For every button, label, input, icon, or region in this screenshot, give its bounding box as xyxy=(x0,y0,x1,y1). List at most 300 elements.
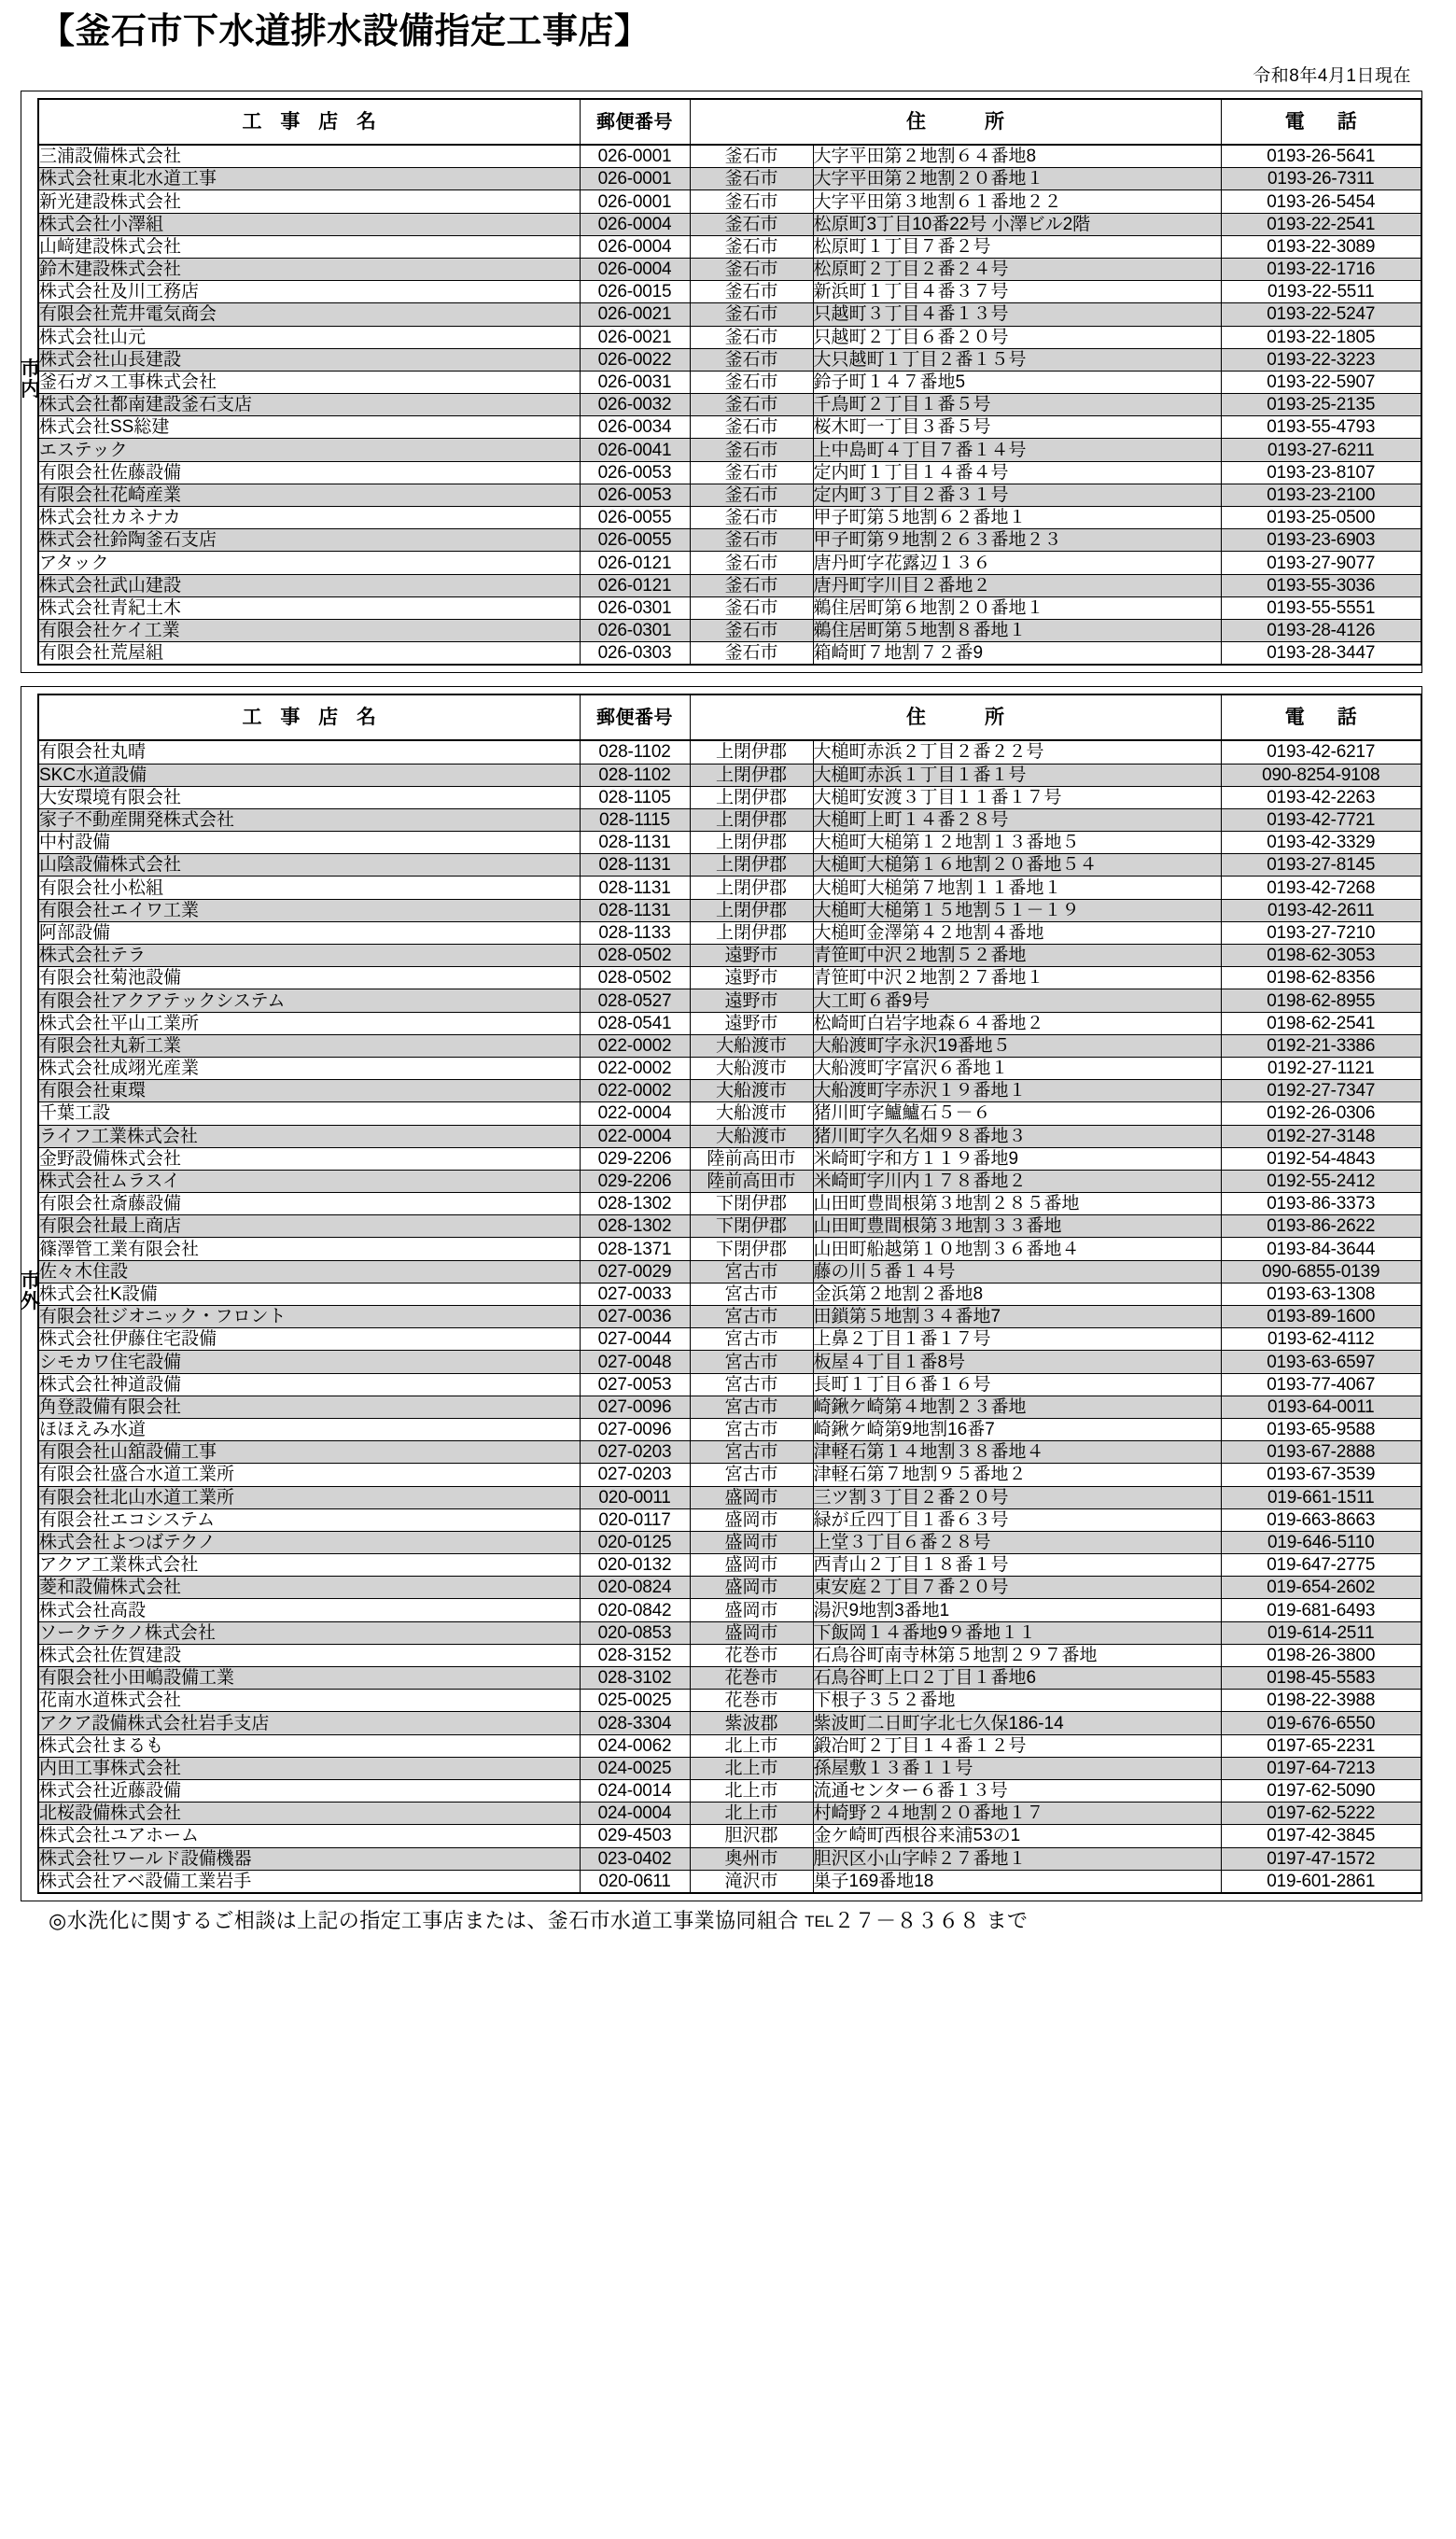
cell-tel: 0198-62-2541 xyxy=(1221,1012,1421,1034)
cell-tel: 0197-47-1572 xyxy=(1221,1847,1421,1870)
table-row xyxy=(38,1306,1421,1328)
cell-address: 湯沢9地割3番地1 xyxy=(813,1599,1221,1621)
table-row xyxy=(38,145,1421,168)
cell-zip: 027-0029 xyxy=(580,1260,690,1283)
cell-zip: 028-0541 xyxy=(580,1012,690,1034)
cell-tel: 0193-27-8145 xyxy=(1221,854,1421,877)
cell-name: 有限会社ジオニック・フロント xyxy=(38,1306,580,1328)
cell-tel: 019-681-6493 xyxy=(1221,1599,1421,1621)
table-row xyxy=(38,1238,1421,1260)
cell-address: 大船渡町字赤沢１９番地１ xyxy=(813,1080,1221,1102)
cell-name: 株式会社ユアホーム xyxy=(38,1825,580,1847)
cell-zip: 028-1302 xyxy=(580,1193,690,1215)
footer-note-text: ◎水洗化に関するご相談は上記の指定工事店または、釜石市水道工事業協同組合 xyxy=(49,1908,799,1932)
cell-zip: 028-1302 xyxy=(580,1215,690,1238)
cell-zip: 026-0041 xyxy=(580,439,690,461)
cell-tel: 0193-63-6597 xyxy=(1221,1351,1421,1373)
cell-city: 釜石市 xyxy=(690,145,813,168)
cell-name: 株式会社及川工務店 xyxy=(38,281,580,303)
cell-zip: 026-0001 xyxy=(580,168,690,190)
cell-city: 釜石市 xyxy=(690,596,813,619)
cell-address: 米崎町字和方１１９番地9 xyxy=(813,1147,1221,1170)
cell-address: 上鼻２丁目１番１７号 xyxy=(813,1328,1221,1351)
cell-name: 株式会社青紀土木 xyxy=(38,596,580,619)
cell-name: 株式会社武山建設 xyxy=(38,574,580,596)
table-row xyxy=(38,1599,1421,1621)
cell-tel: 0193-22-3223 xyxy=(1221,348,1421,371)
table-row xyxy=(38,281,1421,303)
cell-tel: 019-614-2511 xyxy=(1221,1621,1421,1644)
cell-name: 有限会社菊池設備 xyxy=(38,967,580,989)
table-row xyxy=(38,1034,1421,1057)
cell-tel: 0198-62-3053 xyxy=(1221,945,1421,967)
cell-city: 盛岡市 xyxy=(690,1531,813,1553)
table-row xyxy=(38,1554,1421,1577)
cell-name: 有限会社東環 xyxy=(38,1080,580,1102)
cell-city: 宮古市 xyxy=(690,1464,813,1486)
table-row xyxy=(38,877,1421,899)
cell-zip: 026-0015 xyxy=(580,281,690,303)
cell-name: 有限会社盛合水道工業所 xyxy=(38,1464,580,1486)
cell-zip: 028-1131 xyxy=(580,854,690,877)
cell-tel: 019-646-5110 xyxy=(1221,1531,1421,1553)
table-row xyxy=(38,1690,1421,1712)
cell-address: 崎鍬ケ崎第４地割２３番地 xyxy=(813,1396,1221,1418)
cell-city: 宮古市 xyxy=(690,1328,813,1351)
cell-city: 胆沢郡 xyxy=(690,1825,813,1847)
cell-name: 千葉工設 xyxy=(38,1102,580,1125)
cell-zip: 026-0053 xyxy=(580,484,690,506)
cell-tel: 0193-27-6211 xyxy=(1221,439,1421,461)
table-row xyxy=(38,1779,1421,1802)
cell-city: 下閉伊郡 xyxy=(690,1215,813,1238)
cell-city: 上閉伊郡 xyxy=(690,921,813,944)
cell-address: 村崎野２４地割２０番地１７ xyxy=(813,1803,1221,1825)
cell-name: 株式会社佐賀建設 xyxy=(38,1644,580,1666)
cell-name: 菱和設備株式会社 xyxy=(38,1577,580,1599)
cell-city: 釜石市 xyxy=(690,552,813,574)
cell-city: 釜石市 xyxy=(690,235,813,258)
category-label-char: 外 xyxy=(21,1291,40,1313)
table-row xyxy=(38,1193,1421,1215)
cell-name: 有限会社北山水道工業所 xyxy=(38,1486,580,1508)
cell-city: 遠野市 xyxy=(690,989,813,1012)
cell-zip: 025-0025 xyxy=(580,1690,690,1712)
cell-tel: 0193-42-7721 xyxy=(1221,808,1421,831)
cell-address: 定内町３丁目２番３１号 xyxy=(813,484,1221,506)
cell-tel: 0197-64-7213 xyxy=(1221,1757,1421,1779)
section-shigai xyxy=(21,694,1419,1894)
cell-name: 有限会社丸新工業 xyxy=(38,1034,580,1057)
cell-address: 大槌町大槌第１２地割１３番地５ xyxy=(813,832,1221,854)
contractors-table-shigai xyxy=(37,694,1422,1894)
cell-city: 釜石市 xyxy=(690,529,813,552)
table-row xyxy=(38,1418,1421,1440)
table-row xyxy=(38,461,1421,484)
table-row xyxy=(38,507,1421,529)
column-header-tel: 電 話 xyxy=(1221,694,1421,740)
cell-name: 有限会社荒屋組 xyxy=(38,642,580,666)
cell-city: 北上市 xyxy=(690,1803,813,1825)
cell-name: 株式会社カネナカ xyxy=(38,507,580,529)
cell-city: 釜石市 xyxy=(690,190,813,213)
column-header-name: 工 事 店 名 xyxy=(38,99,580,145)
cell-city: 釜石市 xyxy=(690,303,813,326)
cell-city: 釜石市 xyxy=(690,394,813,416)
cell-tel: 0193-22-5247 xyxy=(1221,303,1421,326)
cell-city: 盛岡市 xyxy=(690,1599,813,1621)
cell-zip: 026-0004 xyxy=(580,213,690,235)
cell-city: 遠野市 xyxy=(690,1012,813,1034)
cell-tel: 0193-22-1805 xyxy=(1221,326,1421,348)
cell-address: 上中島町４丁目７番１４号 xyxy=(813,439,1221,461)
table-row xyxy=(38,1825,1421,1847)
table-row xyxy=(38,1644,1421,1666)
cell-address: 孫屋敷１３番１１号 xyxy=(813,1757,1221,1779)
cell-tel: 0193-55-4793 xyxy=(1221,416,1421,439)
cell-name: 佐々木住設 xyxy=(38,1260,580,1283)
column-header-address: 住 所 xyxy=(690,694,1221,740)
column-header-zip: 郵便番号 xyxy=(580,99,690,145)
cell-tel: 0193-26-5454 xyxy=(1221,190,1421,213)
table-row xyxy=(38,1464,1421,1486)
cell-zip: 020-0132 xyxy=(580,1554,690,1577)
as-of-date: 令和8年4月1日現在 xyxy=(1253,66,1411,87)
cell-address: 大船渡町字富沢６番地１ xyxy=(813,1057,1221,1079)
cell-zip: 028-1131 xyxy=(580,877,690,899)
cell-tel: 0198-62-8356 xyxy=(1221,967,1421,989)
cell-city: 釜石市 xyxy=(690,439,813,461)
cell-zip: 029-2206 xyxy=(580,1170,690,1192)
cell-zip: 028-3152 xyxy=(580,1644,690,1666)
cell-address: 只越町３丁目４番１３号 xyxy=(813,303,1221,326)
cell-tel: 0192-27-1121 xyxy=(1221,1057,1421,1079)
cell-zip: 026-0053 xyxy=(580,461,690,484)
cell-zip: 028-1131 xyxy=(580,899,690,921)
cell-zip: 028-0502 xyxy=(580,945,690,967)
cell-zip: 027-0096 xyxy=(580,1418,690,1440)
cell-zip: 026-0121 xyxy=(580,574,690,596)
cell-zip: 029-4503 xyxy=(580,1825,690,1847)
cell-tel: 0193-62-4112 xyxy=(1221,1328,1421,1351)
cell-tel: 0193-26-7311 xyxy=(1221,168,1421,190)
cell-name: ほほえみ水道 xyxy=(38,1418,580,1440)
cell-tel: 0193-86-2622 xyxy=(1221,1215,1421,1238)
cell-city: 宮古市 xyxy=(690,1418,813,1440)
cell-name: 鈴木建設株式会社 xyxy=(38,258,580,280)
cell-tel: 0193-28-4126 xyxy=(1221,619,1421,641)
table-row xyxy=(38,1757,1421,1779)
cell-address: 甲子町第９地割２６３番地２３ xyxy=(813,529,1221,552)
cell-address: 崎鍬ケ崎第9地割16番7 xyxy=(813,1418,1221,1440)
cell-tel: 019-663-8663 xyxy=(1221,1508,1421,1531)
table-row xyxy=(38,764,1421,786)
table-row xyxy=(38,1621,1421,1644)
cell-tel: 0193-55-5551 xyxy=(1221,596,1421,619)
cell-address: 猪川町字久名畑９８番地３ xyxy=(813,1125,1221,1147)
cell-zip: 027-0036 xyxy=(580,1306,690,1328)
cell-tel: 0197-65-2231 xyxy=(1221,1734,1421,1757)
cell-city: 北上市 xyxy=(690,1734,813,1757)
cell-name: 株式会社山長建設 xyxy=(38,348,580,371)
cell-tel: 0192-55-2412 xyxy=(1221,1170,1421,1192)
cell-city: 宮古市 xyxy=(690,1260,813,1283)
cell-city: 花巻市 xyxy=(690,1644,813,1666)
cell-tel: 0198-26-3800 xyxy=(1221,1644,1421,1666)
cell-name: 金野設備株式会社 xyxy=(38,1147,580,1170)
cell-zip: 020-0125 xyxy=(580,1531,690,1553)
cell-zip: 026-0021 xyxy=(580,303,690,326)
cell-zip: 028-1105 xyxy=(580,786,690,808)
cell-city: 釜石市 xyxy=(690,461,813,484)
table-row xyxy=(38,1057,1421,1079)
cell-address: 唐丹町字川目２番地２ xyxy=(813,574,1221,596)
cell-zip: 020-0824 xyxy=(580,1577,690,1599)
table-row xyxy=(38,1012,1421,1034)
footer-tel-number: ２７－８３６８ xyxy=(833,1908,981,1932)
cell-city: 下閉伊郡 xyxy=(690,1238,813,1260)
cell-zip: 027-0203 xyxy=(580,1441,690,1464)
cell-tel: 0193-42-2263 xyxy=(1221,786,1421,808)
cell-city: 釜石市 xyxy=(690,642,813,666)
cell-zip: 028-1115 xyxy=(580,808,690,831)
cell-tel: 0193-23-8107 xyxy=(1221,461,1421,484)
cell-name: 北桜設備株式会社 xyxy=(38,1803,580,1825)
cell-address: 猪川町字鱸鱸石５－６ xyxy=(813,1102,1221,1125)
cell-name: 山﨑建設株式会社 xyxy=(38,235,580,258)
cell-city: 釜石市 xyxy=(690,507,813,529)
cell-name: アクア設備株式会社岩手支店 xyxy=(38,1712,580,1734)
cell-zip: 027-0033 xyxy=(580,1283,690,1305)
cell-address: 大工町６番9号 xyxy=(813,989,1221,1012)
footer-note-suffix: まで xyxy=(986,1908,1029,1932)
cell-address: 桜木町一丁目３番５号 xyxy=(813,416,1221,439)
cell-zip: 026-0055 xyxy=(580,529,690,552)
table-header-row xyxy=(38,694,1421,740)
cell-name: アタック xyxy=(38,552,580,574)
cell-address: 箱崎町７地割７２番9 xyxy=(813,642,1221,666)
cell-zip: 023-0402 xyxy=(580,1847,690,1870)
cell-zip: 028-0527 xyxy=(580,989,690,1012)
cell-address: 新浜町１丁目４番３７号 xyxy=(813,281,1221,303)
cell-name: 株式会社テラ xyxy=(38,945,580,967)
cell-zip: 026-0303 xyxy=(580,642,690,666)
table-row xyxy=(38,1260,1421,1283)
cell-tel: 0193-28-3447 xyxy=(1221,642,1421,666)
cell-city: 滝沢市 xyxy=(690,1870,813,1893)
cell-address: 大字平田第３地割６１番地２２ xyxy=(813,190,1221,213)
cell-tel: 0193-42-2611 xyxy=(1221,899,1421,921)
cell-zip: 026-0032 xyxy=(580,394,690,416)
cell-address: 東安庭２丁目７番２０号 xyxy=(813,1577,1221,1599)
cell-zip: 022-0002 xyxy=(580,1057,690,1079)
table-row xyxy=(38,416,1421,439)
table-row xyxy=(38,1847,1421,1870)
cell-address: 大槌町上町１４番２８号 xyxy=(813,808,1221,831)
cell-zip: 022-0002 xyxy=(580,1034,690,1057)
cell-city: 陸前高田市 xyxy=(690,1170,813,1192)
cell-name: 株式会社成翊光産業 xyxy=(38,1057,580,1079)
table-row xyxy=(38,596,1421,619)
cell-address: 大槌町安渡３丁目１１番１７号 xyxy=(813,786,1221,808)
table-row xyxy=(38,213,1421,235)
cell-city: 宮古市 xyxy=(690,1306,813,1328)
table-row xyxy=(38,168,1421,190)
cell-city: 下閉伊郡 xyxy=(690,1193,813,1215)
cell-address: 津軽石第１４地割３８番地４ xyxy=(813,1441,1221,1464)
column-header-zip: 郵便番号 xyxy=(580,694,690,740)
cell-address: 米崎町字川内１７８番地２ xyxy=(813,1170,1221,1192)
cell-zip: 028-3304 xyxy=(580,1712,690,1734)
cell-tel: 0192-27-7347 xyxy=(1221,1080,1421,1102)
cell-name: 株式会社ワールド設備機器 xyxy=(38,1847,580,1870)
cell-tel: 0193-27-9077 xyxy=(1221,552,1421,574)
cell-name: 花南水道株式会社 xyxy=(38,1690,580,1712)
cell-address: 大字平田第２地割６４番地8 xyxy=(813,145,1221,168)
cell-address: 石鳥谷町南寺林第５地割２９７番地 xyxy=(813,1644,1221,1666)
cell-zip: 026-0004 xyxy=(580,258,690,280)
cell-city: 釜石市 xyxy=(690,258,813,280)
tel-label: TEL xyxy=(805,1912,834,1930)
cell-address: 千鳥町２丁目１番５号 xyxy=(813,394,1221,416)
cell-city: 釜石市 xyxy=(690,574,813,596)
cell-address: 唐丹町字花露辺１３６ xyxy=(813,552,1221,574)
cell-address: 大槌町赤浜１丁目１番１号 xyxy=(813,764,1221,786)
cell-zip: 026-0055 xyxy=(580,507,690,529)
cell-zip: 020-0117 xyxy=(580,1508,690,1531)
cell-zip: 020-0011 xyxy=(580,1486,690,1508)
cell-tel: 0193-55-3036 xyxy=(1221,574,1421,596)
cell-zip: 028-1131 xyxy=(580,832,690,854)
cell-tel: 0193-89-1600 xyxy=(1221,1306,1421,1328)
cell-name: 阿部設備 xyxy=(38,921,580,944)
table-row xyxy=(38,619,1421,641)
cell-zip: 027-0044 xyxy=(580,1328,690,1351)
category-label-shinai xyxy=(21,359,39,400)
cell-zip: 028-1371 xyxy=(580,1238,690,1260)
cell-address: 紫波町二日町字北七久保186-14 xyxy=(813,1712,1221,1734)
table-row xyxy=(38,921,1421,944)
table-row xyxy=(38,854,1421,877)
cell-city: 上閉伊郡 xyxy=(690,764,813,786)
cell-address: 松原町3丁目10番22号 小澤ビル2階 xyxy=(813,213,1221,235)
category-label-char: 内 xyxy=(21,379,40,401)
cell-tel: 019-676-6550 xyxy=(1221,1712,1421,1734)
cell-city: 宮古市 xyxy=(690,1396,813,1418)
cell-name: 株式会社K設備 xyxy=(38,1283,580,1305)
cell-name: 株式会社高設 xyxy=(38,1599,580,1621)
table-row xyxy=(38,1803,1421,1825)
cell-tel: 0193-42-6217 xyxy=(1221,740,1421,764)
cell-name: 有限会社山舘設備工事 xyxy=(38,1441,580,1464)
cell-name: ライフ工業株式会社 xyxy=(38,1125,580,1147)
cell-zip: 026-0031 xyxy=(580,371,690,393)
cell-name: 株式会社東北水道工事 xyxy=(38,168,580,190)
cell-address: 大槌町赤浜２丁目２番２２号 xyxy=(813,740,1221,764)
cell-address: 田鎖第５地割３４番地7 xyxy=(813,1306,1221,1328)
cell-city: 大船渡市 xyxy=(690,1057,813,1079)
cell-city: 釜石市 xyxy=(690,281,813,303)
cell-zip: 026-0022 xyxy=(580,348,690,371)
cell-city: 奥州市 xyxy=(690,1847,813,1870)
cell-address: 緑が丘四丁目１番６３号 xyxy=(813,1508,1221,1531)
cell-tel: 0193-86-3373 xyxy=(1221,1193,1421,1215)
table-row xyxy=(38,326,1421,348)
cell-city: 盛岡市 xyxy=(690,1554,813,1577)
cell-zip: 022-0002 xyxy=(580,1080,690,1102)
cell-name: ソークテクノ株式会社 xyxy=(38,1621,580,1644)
cell-city: 大船渡市 xyxy=(690,1102,813,1125)
cell-zip: 022-0004 xyxy=(580,1125,690,1147)
cell-address: 大字平田第２地割２０番地１ xyxy=(813,168,1221,190)
cell-name: エステック xyxy=(38,439,580,461)
table-row xyxy=(38,1147,1421,1170)
cell-tel: 0193-25-2135 xyxy=(1221,394,1421,416)
cell-name: 有限会社小松組 xyxy=(38,877,580,899)
cell-zip: 026-0001 xyxy=(580,190,690,213)
cell-address: 松崎町白岩字地森６４番地２ xyxy=(813,1012,1221,1034)
cell-address: 甲子町第５地割６２番地１ xyxy=(813,507,1221,529)
cell-address: 金ケ崎町西根谷来浦53の1 xyxy=(813,1825,1221,1847)
table-row xyxy=(38,1441,1421,1464)
cell-address: 大槌町金澤第４２地割４番地 xyxy=(813,921,1221,944)
cell-address: 青笹町中沢２地割２７番地１ xyxy=(813,967,1221,989)
cell-city: 宮古市 xyxy=(690,1373,813,1396)
cell-city: 上閉伊郡 xyxy=(690,808,813,831)
cell-zip: 028-1133 xyxy=(580,921,690,944)
cell-tel: 0192-54-4843 xyxy=(1221,1147,1421,1170)
cell-name: 株式会社伊藤住宅設備 xyxy=(38,1328,580,1351)
cell-name: 中村設備 xyxy=(38,832,580,854)
cell-name: 新光建設株式会社 xyxy=(38,190,580,213)
cell-address: 定内町１丁目１４番４号 xyxy=(813,461,1221,484)
cell-tel: 0198-45-5583 xyxy=(1221,1667,1421,1690)
cell-tel: 0193-67-3539 xyxy=(1221,1464,1421,1486)
contractors-table-shinai xyxy=(37,98,1422,666)
cell-tel: 0193-63-1308 xyxy=(1221,1283,1421,1305)
cell-city: 大船渡市 xyxy=(690,1080,813,1102)
cell-tel: 0193-42-7268 xyxy=(1221,877,1421,899)
cell-city: 盛岡市 xyxy=(690,1577,813,1599)
cell-zip: 026-0301 xyxy=(580,596,690,619)
cell-zip: 028-0502 xyxy=(580,967,690,989)
cell-city: 宮古市 xyxy=(690,1351,813,1373)
cell-city: 釜石市 xyxy=(690,213,813,235)
cell-address: 鵜住居町第６地割２０番地１ xyxy=(813,596,1221,619)
cell-address: 藤の川５番１４号 xyxy=(813,1260,1221,1283)
column-header-name: 工 事 店 名 xyxy=(38,694,580,740)
table-row xyxy=(38,1396,1421,1418)
cell-zip: 029-2206 xyxy=(580,1147,690,1170)
cell-address: 下根子３５２番地 xyxy=(813,1690,1221,1712)
table-row xyxy=(38,484,1421,506)
cell-tel: 0193-84-3644 xyxy=(1221,1238,1421,1260)
cell-name: シモカワ住宅設備 xyxy=(38,1351,580,1373)
table-row xyxy=(38,1870,1421,1893)
cell-name: 株式会社近藤設備 xyxy=(38,1779,580,1802)
cell-tel: 0193-26-5641 xyxy=(1221,145,1421,168)
cell-city: 釜石市 xyxy=(690,619,813,641)
cell-address: 只越町２丁目６番２０号 xyxy=(813,326,1221,348)
cell-name: 株式会社まるも xyxy=(38,1734,580,1757)
cell-city: 北上市 xyxy=(690,1779,813,1802)
category-label-shigai xyxy=(21,1271,39,1312)
cell-name: 株式会社平山工業所 xyxy=(38,1012,580,1034)
cell-name: 株式会社神道設備 xyxy=(38,1373,580,1396)
cell-zip: 026-0034 xyxy=(580,416,690,439)
cell-address: 西青山２丁目１８番１号 xyxy=(813,1554,1221,1577)
cell-zip: 026-0001 xyxy=(580,145,690,168)
